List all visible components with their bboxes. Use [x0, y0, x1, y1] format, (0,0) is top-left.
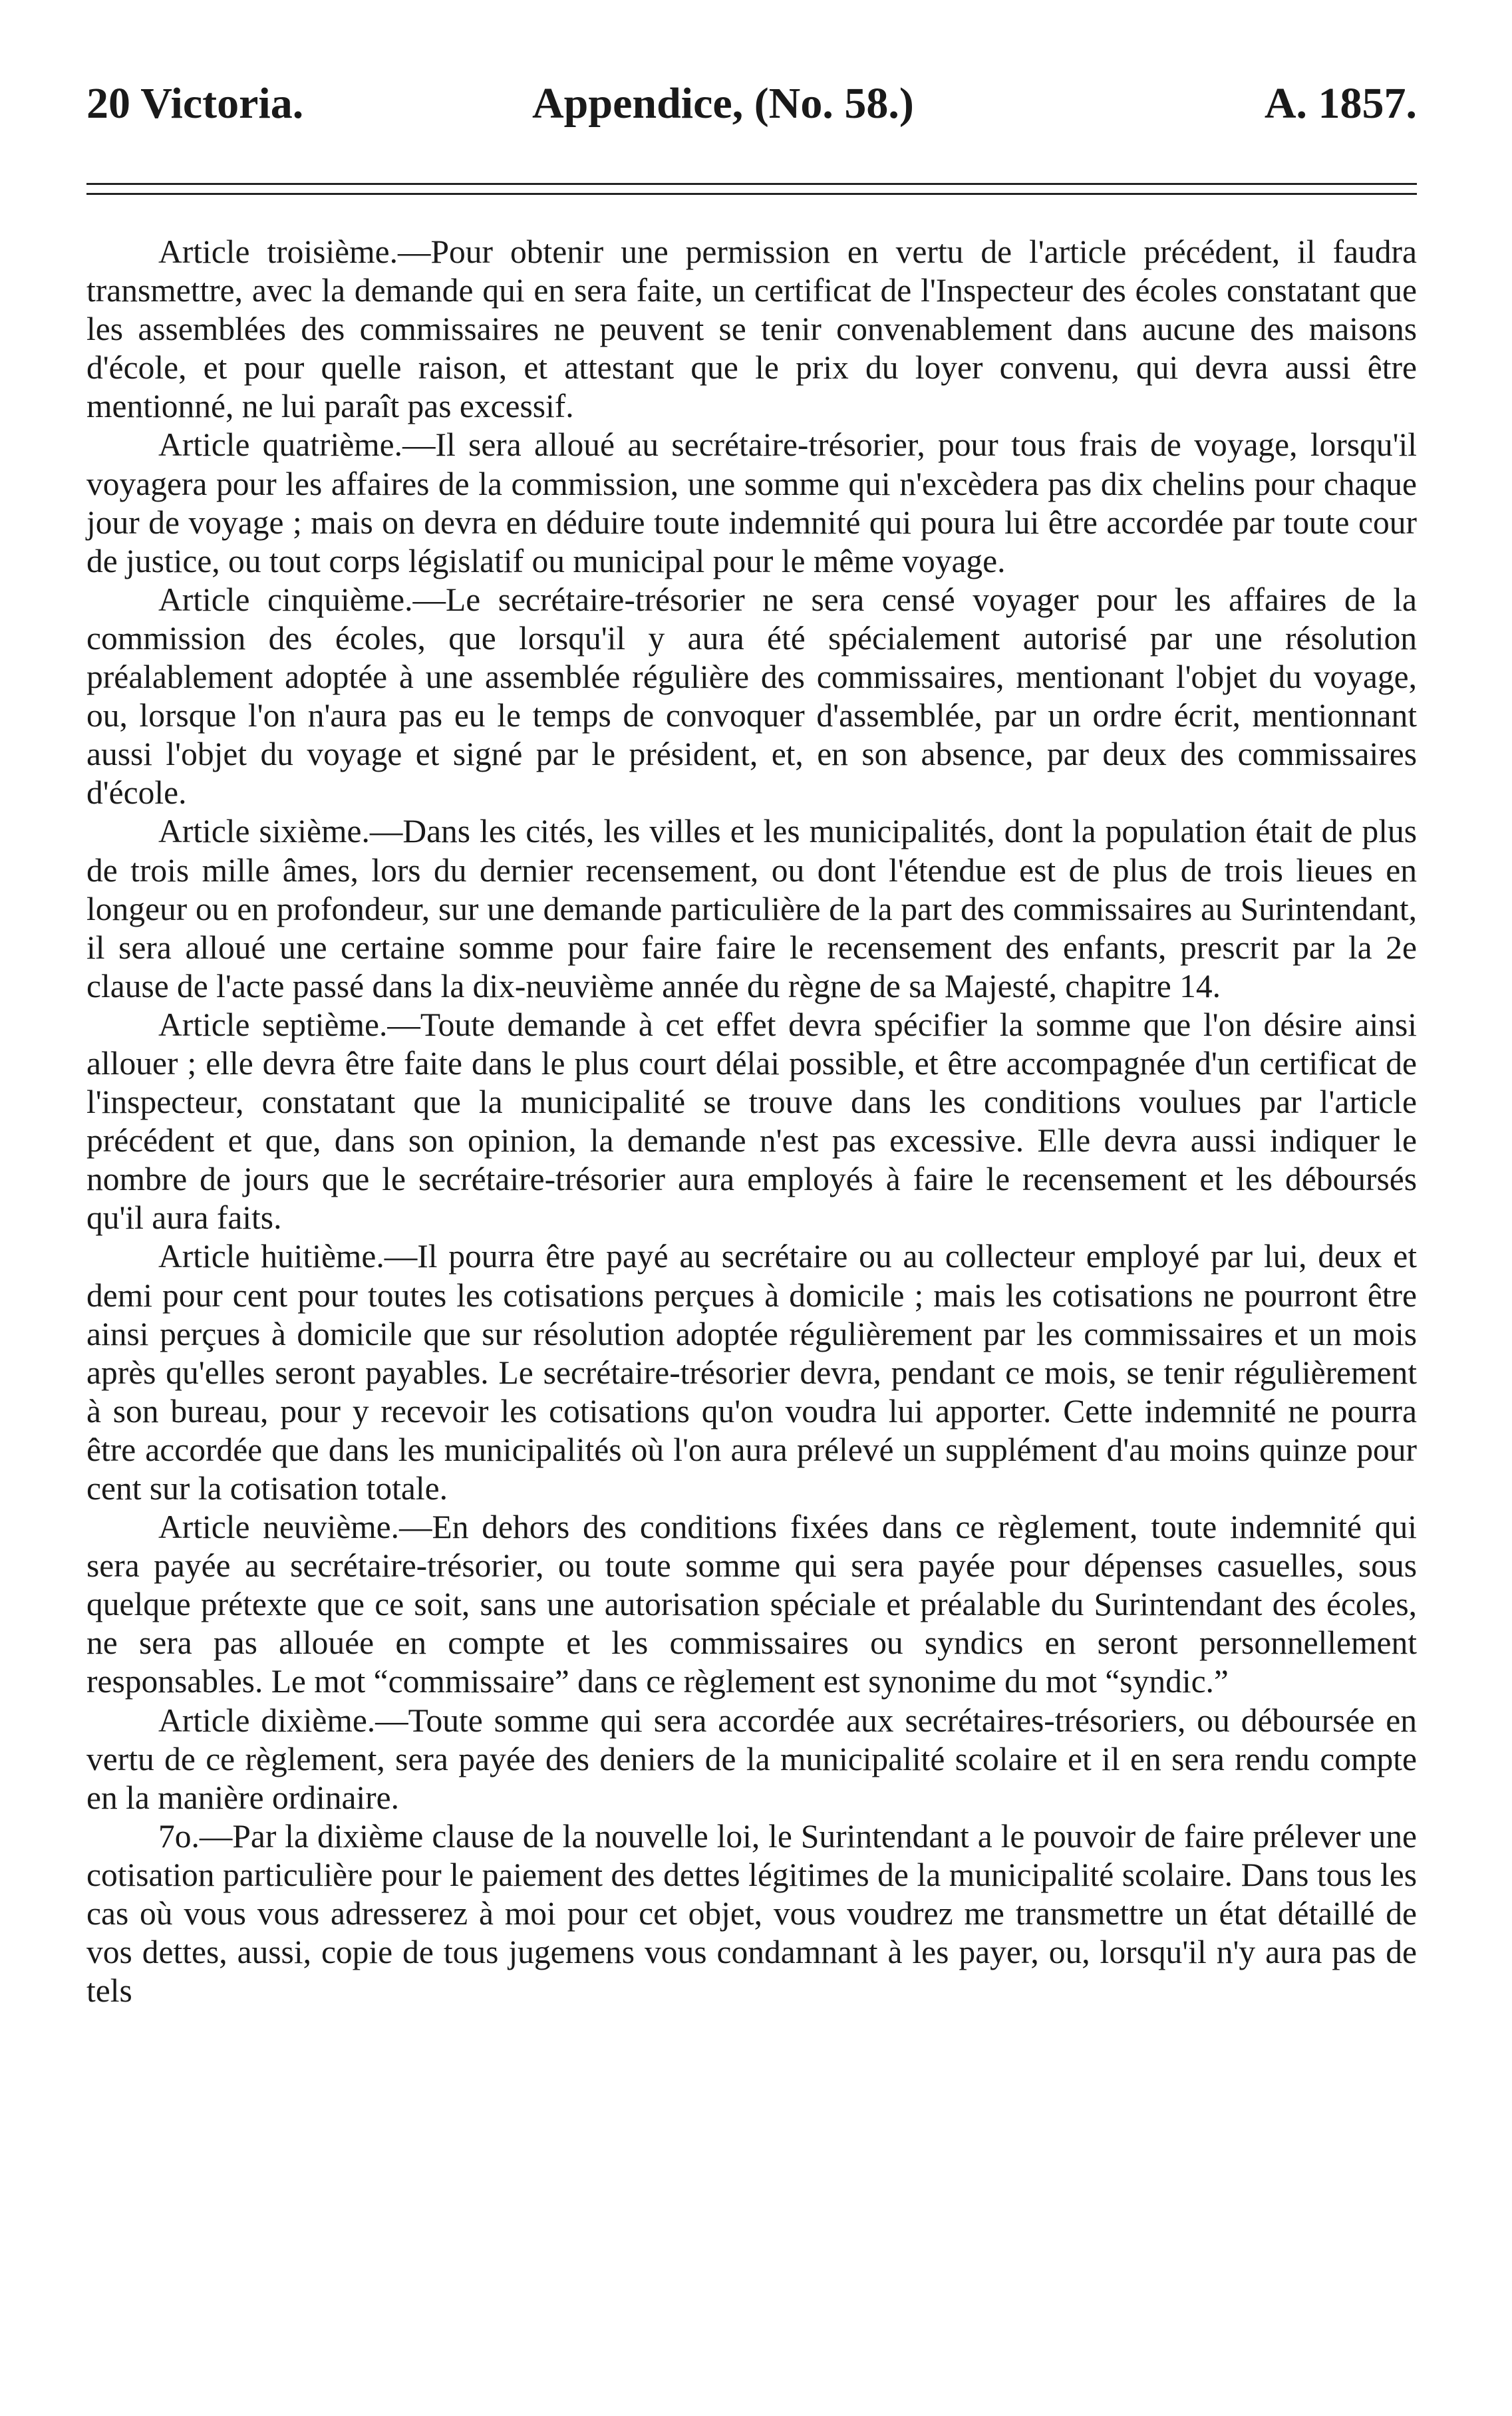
page-header: [86, 78, 1417, 138]
document-page: [80, 0, 1417, 2416]
header-year: A. 1857.: [1264, 79, 1417, 128]
document-body: [86, 233, 1417, 2010]
header-rule-top: [86, 183, 1417, 185]
header-appendix: Appendice, (No. 58.): [532, 79, 914, 128]
paragraph-article-4: Article quatrième.—Il sera alloué au secrétaire-trésorier, pour tous frais de voyage, lorsqu'il voyagera pour les affaires de la commission, une somme qui n'excèdera pas dix chelins pour chaque jour de voyage ; mais on devra en déduire toute indemnité qui poura lui être accordée par toute cour de justice, ou tout corps législatif ou municipal pour le même voyage.: [86, 426, 1417, 579]
paragraph-article-6: Article sixième.—Dans les cités, les villes et les municipalités, dont la population était de plus de trois mille âmes, lors du dernier recensement, ou dont l'étendue est de plus de trois lieues en longeur ou en profondeur, sur une demande particulière de la part des commissaires au Surintendant, il sera alloué une certaine somme pour faire faire le recensement des enfants, prescrit par la 2e clause de l'acte passé dans la dix-neuvième année du règne de sa Majesté, chapitre 14.: [86, 813, 1417, 1004]
paragraph-section-7: 7o.—Par la dixième clause de la nouvelle loi, le Surintendant a le pouvoir de faire prélever une cotisation particulière pour le paiement des dettes légitimes de la municipalité scolaire. Dans tous les cas où vous vous adresserez à moi pour cet objet, vous voudrez me transmettre un état détaillé de vos dettes, aussi, copie de tous jugemens vous condamnant à les payer, ou, lorsqu'il n'y aura pas de tels: [86, 1817, 1417, 2010]
paragraph-article-7: Article septième.—Toute demande à cet effet devra spécifier la somme que l'on désire ainsi allouer ; elle devra être faite dans le plus court délai possible, et être accompagnée d'un certificat de l'inspecteur, constatant que la municipalité se trouve dans les conditions voulues par l'article précédent et que, dans son opinion, la demande n'est pas excessive. Elle devra aussi indiquer le nombre de jours que le secrétaire-trésorier aura employés à faire le recensement et les déboursés qu'il aura faits.: [86, 1006, 1417, 1237]
paragraph-article-8: Article huitième.—Il pourra être payé au secrétaire ou au collecteur employé par lui, deux et demi pour cent pour toutes les cotisations perçues à domicile ; mais les cotisations ne pourront être ainsi perçues à domicile que sur résolution adoptée régulièrement par les commissaires et un mois après qu'elles seront payables. Le secrétaire-trésorier devra, pendant ce mois, se tenir régulièrement à son bureau, pour y recevoir les cotisations qu'on voudra lui apporter. Cette indemnité ne pourra être accordée que dans les municipalités où l'on aura prélevé un supplément d'au moins quinze pour cent sur la cotisation totale.: [86, 1238, 1417, 1507]
paragraph-article-3: Article troisième.—Pour obtenir une permission en vertu de l'article précédent, il faudra transmettre, avec la demande qui en sera faite, un certificat de l'Inspecteur des écoles constatant que les assemblées des commissaires ne peuvent se tenir convenablement dans aucune des maisons d'école, et pour quelle raison, et attestant que le prix du loyer convenu, qui devra aussi être mentionné, ne lui paraît pas excessif.: [86, 233, 1417, 425]
header-rule-bottom: [86, 193, 1417, 195]
paragraph-article-9: Article neuvième.—En dehors des conditions fixées dans ce règlement, toute indemnité qui sera payée au secrétaire-trésorier, ou toute somme qui sera payée pour dépenses casuelles, sous quelque prétexte que ce soit, sans une autorisation spéciale et préalable du Surintendant des écoles, ne sera pas allouée en compte et les commissaires ou syndics en seront personnellement responsables. Le mot “commissaire” dans ce règlement est synonime du mot “syndic.”: [86, 1509, 1417, 1700]
header-session: 20 Victoria.: [86, 79, 304, 128]
paragraph-article-10: Article dixième.—Toute somme qui sera accordée aux secrétaires-trésoriers, ou déboursée en vertu de ce règlement, sera payée des deniers de la municipalité scolaire et il en sera rendu compte en la manière ordinaire.: [86, 1702, 1417, 1816]
paragraph-article-5: Article cinquième.—Le secrétaire-trésorier ne sera censé voyager pour les affaires de la commission des écoles, que lorsqu'il y aura été spécialement autorisé par une résolution préalablement adoptée à une assemblée régulière des commissaires, mentionant l'objet du voyage, ou, lorsque l'on n'aura pas eu le temps de convoquer d'assemblée, par un ordre écrit, mentionnant aussi l'objet du voyage et signé par le président, et, en son absence, par deux des commissaires d'école.: [86, 581, 1417, 812]
